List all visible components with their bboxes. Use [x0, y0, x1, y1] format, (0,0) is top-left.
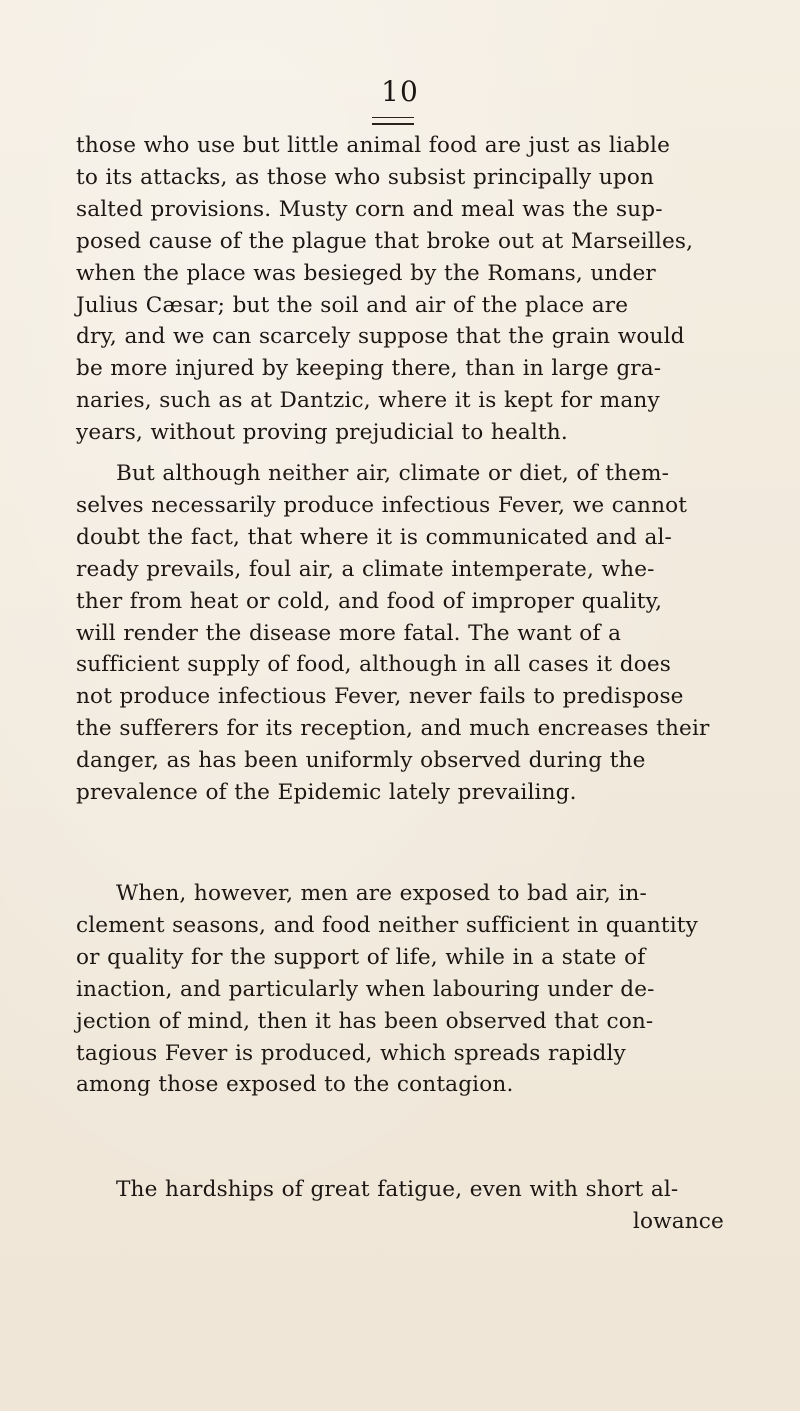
text-line: not produce infectious Fever, never fails to predispose [76, 684, 684, 710]
text-line: prevalence of the Epidemic lately prevailing. [76, 780, 577, 806]
text-line: naries, such as at Dantzic, where it is kept for many [76, 388, 660, 414]
text-line: will render the disease more fatal. The want of a [76, 620, 622, 646]
paragraph-2 [76, 458, 754, 809]
text-line: The hardships of great fatigue, even with short al- [116, 1177, 679, 1202]
text-line: ther from heat or cold, and food of improper quality, [76, 588, 663, 614]
text-line: the sufferers for its reception, and much encreases their [76, 716, 710, 742]
text-line: among those exposed to the contagion. [76, 1072, 514, 1098]
catchword: lowance [632, 1208, 724, 1234]
text-line: tagious Fever is produced, which spreads rapidly [76, 1040, 626, 1066]
text-line: ready prevails, foul air, a climate intemperate, whe- [76, 556, 655, 582]
page-number: 10 [381, 75, 419, 108]
text-line: salted provisions. Musty corn and meal was the sup- [76, 196, 663, 222]
text-line: selves necessarily produce infectious Fever, we cannot [76, 492, 688, 518]
text-line: Julius Cæsar; but the soil and air of the place are [76, 292, 629, 318]
text-line: sufficient supply of food, although in all cases it does [76, 652, 672, 678]
text-line: danger, as has been uniformly observed during the [76, 748, 646, 774]
text-line: When, however, men are exposed to bad air, in- [116, 881, 647, 906]
text-line: or quality for the support of life, while in a state of [76, 944, 646, 970]
text-line: be more injured by keeping there, than in large gra- [76, 356, 662, 382]
text-line: dry, and we can scarcely suppose that the grain would [76, 324, 685, 350]
paragraph-1 [76, 130, 754, 449]
text-line: doubt the fact, that where it is communicated and al- [76, 524, 672, 550]
text-line: inaction, and particularly when labouring under de- [76, 976, 655, 1002]
text-line: clement seasons, and food neither sufficient in quantity [76, 912, 698, 938]
text-line: those who use but little animal food are just as liable [76, 133, 671, 158]
text-line: when the place was besieged by the Romans, under [76, 260, 656, 286]
text-line: years, without proving prejudicial to health. [76, 420, 568, 446]
text-line: But although neither air, climate or diet, of them- [116, 461, 670, 486]
text-line: to its attacks, as those who subsist principally upon [76, 164, 655, 190]
text-line: posed cause of the plague that broke out at Marseilles, [76, 228, 694, 254]
header-rule [372, 117, 414, 125]
text-line: jection of mind, then it has been observed that con- [76, 1008, 654, 1034]
paragraph-3 [76, 878, 754, 1101]
paragraph-4 [76, 1174, 754, 1238]
